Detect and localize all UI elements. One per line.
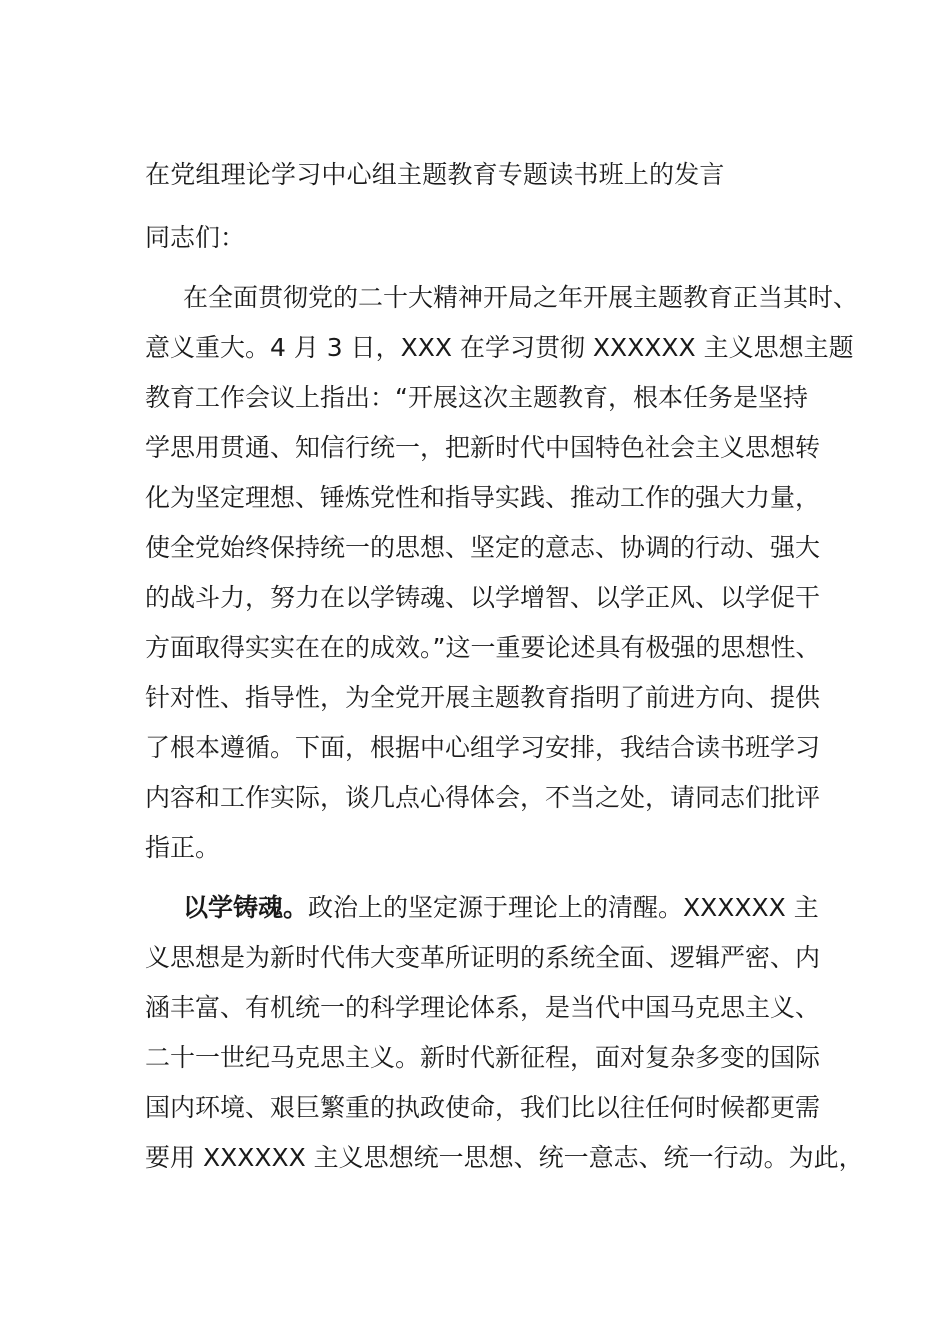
paragraph-line: 要用 XXXXXX 主义思想统一思想、统一意志、统一行动。为此， bbox=[145, 1143, 864, 1172]
paragraph-line: 意义重大。4 月 3 日，XXX 在学习贯彻 XXXXXX 主义思想主题 bbox=[145, 333, 854, 362]
paragraph-line: 化为坚定理想、锤炼党性和指导实践、推动工作的强大力量， bbox=[145, 483, 821, 512]
paragraph-line: 涵丰富、有机统一的科学理论体系，是当代中国马克思主义、 bbox=[145, 993, 821, 1022]
paragraph-line: 义思想是为新时代伟大变革所证明的系统全面、逻辑严密、内 bbox=[145, 943, 821, 972]
section-heading: 以学铸魂。 bbox=[183, 893, 309, 922]
paragraph-line: 二十一世纪马克思主义。新时代新征程，面对复杂多变的国际 bbox=[145, 1043, 821, 1072]
paragraph-line: 了根本遵循。下面，根据中心组学习安排，我结合读书班学习 bbox=[145, 733, 821, 762]
paragraph-section-1 bbox=[145, 883, 864, 1183]
paragraph-line bbox=[145, 883, 835, 933]
paragraph-line: 使全党始终保持统一的思想、坚定的意志、协调的行动、强大 bbox=[145, 533, 821, 562]
paragraph-text: 政治上的坚定源于理论上的清醒。XXXXXX 主 bbox=[308, 893, 819, 922]
salutation: 同志们： bbox=[145, 223, 246, 252]
paragraph-line: 方面取得实实在在的成效。”这一重要论述具有极强的思想性、 bbox=[145, 633, 821, 662]
paragraph-line: 的战斗力，努力在以学铸魂、以学增智、以学正风、以学促干 bbox=[145, 583, 821, 612]
paragraph-line: 学思用贯通、知信行统一，把新时代中国特色社会主义思想转 bbox=[145, 433, 821, 462]
paragraph-line: 教育工作会议上指出：“开展这次主题教育，根本任务是坚持 bbox=[145, 383, 808, 412]
paragraph-intro bbox=[145, 273, 859, 873]
paragraph-line: 国内环境、艰巨繁重的执政使命，我们比以往任何时候都更需 bbox=[145, 1093, 821, 1122]
paragraph-line: 内容和工作实际，谈几点心得体会，不当之处，请同志们批评 bbox=[145, 783, 821, 812]
document-title: 在党组理论学习中心组主题教育专题读书班上的发言 bbox=[145, 160, 725, 189]
paragraph-line: 在全面贯彻党的二十大精神开局之年开展主题教育正当其时、 bbox=[183, 283, 859, 312]
paragraph-line: 指正。 bbox=[145, 833, 221, 862]
paragraph-line: 针对性、指导性，为全党开展主题教育指明了前进方向、提供 bbox=[145, 683, 821, 712]
